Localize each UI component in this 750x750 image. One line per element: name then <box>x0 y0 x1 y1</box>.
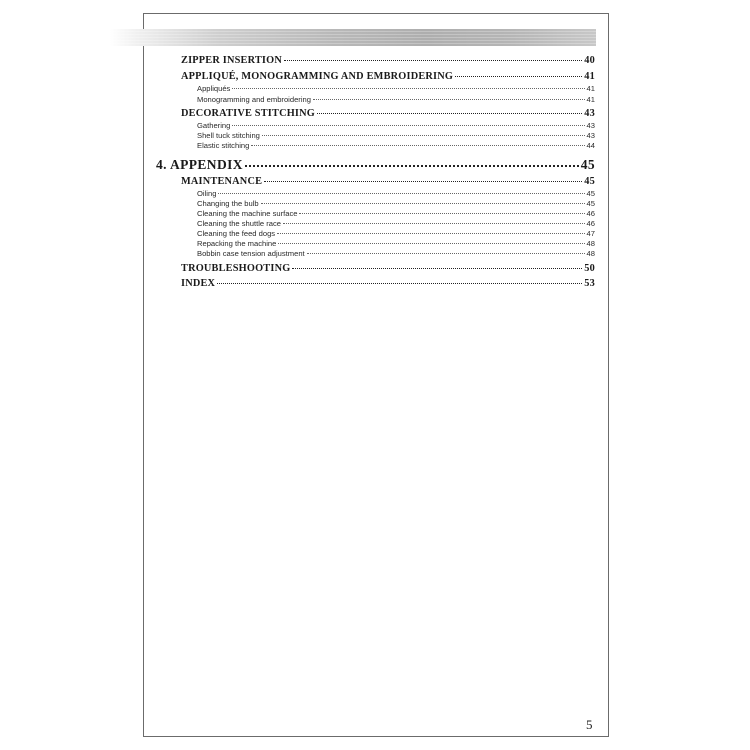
toc-entry-title: Gathering <box>197 121 231 130</box>
dot-leader <box>264 181 582 182</box>
toc-entry-title: INDEX <box>181 278 216 289</box>
header-gradient-bar <box>110 29 596 46</box>
page-number: 5 <box>586 717 593 732</box>
toc-entry-maintenance[interactable] <box>181 176 595 187</box>
toc-entry-decorative-stitching[interactable] <box>181 108 595 119</box>
toc-entry-page: 41 <box>586 84 595 93</box>
toc-entry-repacking[interactable] <box>197 239 595 248</box>
dot-leader <box>284 60 582 61</box>
dot-leader <box>317 113 582 114</box>
toc-entry-bobbin[interactable] <box>197 249 595 258</box>
toc-entry-title: APPLIQUÉ, MONOGRAMMING AND EMBROIDERING <box>181 71 454 82</box>
toc-entry-title: Cleaning the shuttle race <box>197 219 282 228</box>
dot-leader <box>278 243 584 244</box>
toc-entry-title: 4. APPENDIX <box>156 157 243 172</box>
toc-entry-troubleshooting[interactable] <box>181 263 595 274</box>
toc-entry-title: Elastic stitching <box>197 141 250 150</box>
toc-entry-applique[interactable] <box>181 71 595 82</box>
toc-entry-page: 45 <box>586 189 595 198</box>
dot-leader <box>232 88 584 89</box>
toc-entry-page: 43 <box>584 108 595 119</box>
dot-leader <box>283 223 585 224</box>
toc-entry-page: 48 <box>586 239 595 248</box>
dot-leader <box>218 193 584 194</box>
toc-entry-title: Cleaning the machine surface <box>197 209 298 218</box>
toc-entry-elastic[interactable] <box>197 141 595 150</box>
toc-entry-gathering[interactable] <box>197 121 595 130</box>
toc-entry-appliques[interactable] <box>197 84 595 93</box>
toc-entry-title: DECORATIVE STITCHING <box>181 108 315 119</box>
dot-leader <box>307 253 585 254</box>
toc-entry-title: Changing the bulb <box>197 199 259 208</box>
dot-leader <box>251 145 584 146</box>
toc-entry-surface[interactable] <box>197 209 595 218</box>
toc-entry-title: Cleaning the feed dogs <box>197 229 276 238</box>
toc-entry-shell-tuck[interactable] <box>197 131 595 140</box>
toc-entry-bulb[interactable] <box>197 199 595 208</box>
toc-entry-page: 46 <box>586 219 595 228</box>
toc-entry-page: 41 <box>584 71 595 82</box>
toc-entry-page: 45 <box>584 176 595 187</box>
toc-entry-page: 45 <box>580 157 595 172</box>
toc-entry-zipper-insertion[interactable] <box>181 55 595 66</box>
toc-entry-page: 43 <box>586 131 595 140</box>
toc-entry-appendix[interactable] <box>156 157 595 173</box>
dot-leader <box>299 213 584 214</box>
dot-leader <box>232 125 584 126</box>
dot-leader <box>292 268 582 269</box>
dot-leader <box>262 135 585 136</box>
toc-entry-page: 41 <box>586 95 595 104</box>
toc-entry-page: 48 <box>586 249 595 258</box>
dot-leader <box>455 76 582 77</box>
dot-leader <box>277 233 584 234</box>
toc-entry-title: Appliqués <box>197 84 231 93</box>
toc-entry-title: ZIPPER INSERTION <box>181 55 282 66</box>
toc-entry-shuttle[interactable] <box>197 219 595 228</box>
toc-entry-title: TROUBLESHOOTING <box>181 263 291 274</box>
toc-entry-oiling[interactable] <box>197 189 595 198</box>
toc-entry-page: 45 <box>586 199 595 208</box>
dot-leader <box>217 283 582 284</box>
toc-entry-page: 47 <box>586 229 595 238</box>
dot-leader <box>313 99 585 100</box>
toc-entry-title: Bobbin case tension adjustment <box>197 249 305 258</box>
dot-leader <box>261 203 585 204</box>
toc-entry-title: Repacking the machine <box>197 239 277 248</box>
toc-entry-title: MAINTENANCE <box>181 176 263 187</box>
toc-entry-title: Oiling <box>197 189 217 198</box>
toc-entry-page: 46 <box>586 209 595 218</box>
dot-leader <box>245 165 579 167</box>
toc-entry-page: 44 <box>586 141 595 150</box>
toc-entry-page: 53 <box>584 278 595 289</box>
toc-entry-title: Shell tuck stitching <box>197 131 260 140</box>
toc-entry-monogramming[interactable] <box>197 95 595 104</box>
toc-entry-page: 43 <box>586 121 595 130</box>
toc-entry-title: Monogramming and embroidering <box>197 95 311 104</box>
toc-entry-feed-dogs[interactable] <box>197 229 595 238</box>
toc-entry-page: 40 <box>584 55 595 66</box>
toc-entry-page: 50 <box>584 263 595 274</box>
toc-entry-index[interactable] <box>181 278 595 289</box>
